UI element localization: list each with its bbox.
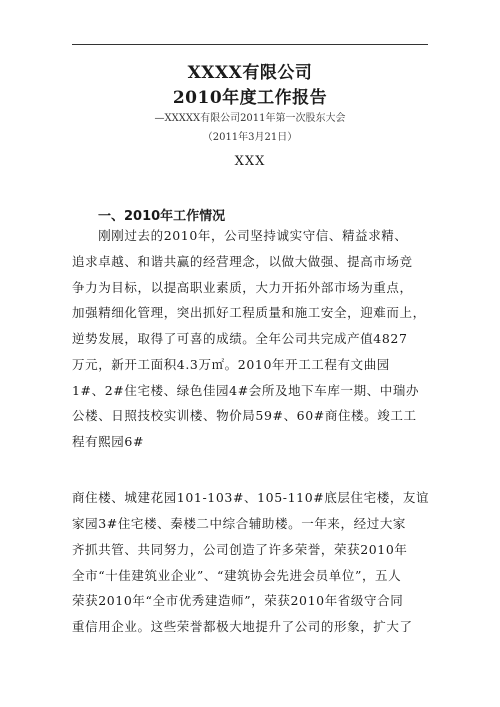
body-line: 商住楼、城建花园101-103#、105-110#底层住宅楼，友谊: [72, 490, 430, 505]
body-line: 1#、2#住宅楼、绿色佳园4#会所及地下车库一期、中瑞办: [72, 383, 420, 398]
body-line: 刚刚过去的2010年，公司坚持诚实守信、精益求精、: [72, 228, 408, 243]
body-line: 齐抓共管、共同努力，公司创造了许多荣誉，荣获2010年: [72, 542, 408, 557]
body-line: 全市“十佳建筑业企业”、“建筑协会先进会员单位”，五人: [72, 568, 402, 583]
header-rule: [72, 44, 428, 45]
report-title: 2010年度工作报告: [172, 88, 328, 108]
body-line: 程有熙园6#: [72, 434, 145, 449]
body-line: 家园3#住宅楼、秦楼二中综合辅助楼。一年来，经过大家: [72, 516, 407, 531]
report-date: （2011年3月21日）: [202, 132, 298, 143]
body-line: 万元，新开工面积4.3万㎡。2010年开工工程有文曲园: [72, 357, 390, 372]
body-line: 公楼、日照技校实训楼、物价局59#、60#商住楼。竣工工: [72, 408, 417, 423]
author-name: XXX: [234, 154, 266, 169]
company-title: XXXX有限公司: [187, 63, 313, 83]
section-heading: 一、2010年工作情况: [98, 209, 226, 224]
body-line: 重信用企业。这些荣誉都极大地提升了公司的形象，扩大了: [72, 619, 413, 634]
body-line: 争力为目标，以提高职业素质，大力开拓外部市场为重点，: [72, 280, 413, 295]
body-line: 加强精细化管理，突出抓好工程质量和施工安全，迎难而上，: [72, 305, 426, 320]
body-line: 逆势发展，取得了可喜的成绩。全年公司共完成产值4827: [72, 331, 408, 346]
body-line: 追求卓越、和谐共赢的经营理念，以做大做强、提高市场竞: [72, 254, 413, 269]
body-line: 荣获2010年“全市优秀建造师”，荣获2010年省级守合同: [72, 593, 404, 608]
meeting-subtitle: —XXXXX有限公司2011年第一次股东大会: [154, 113, 346, 124]
